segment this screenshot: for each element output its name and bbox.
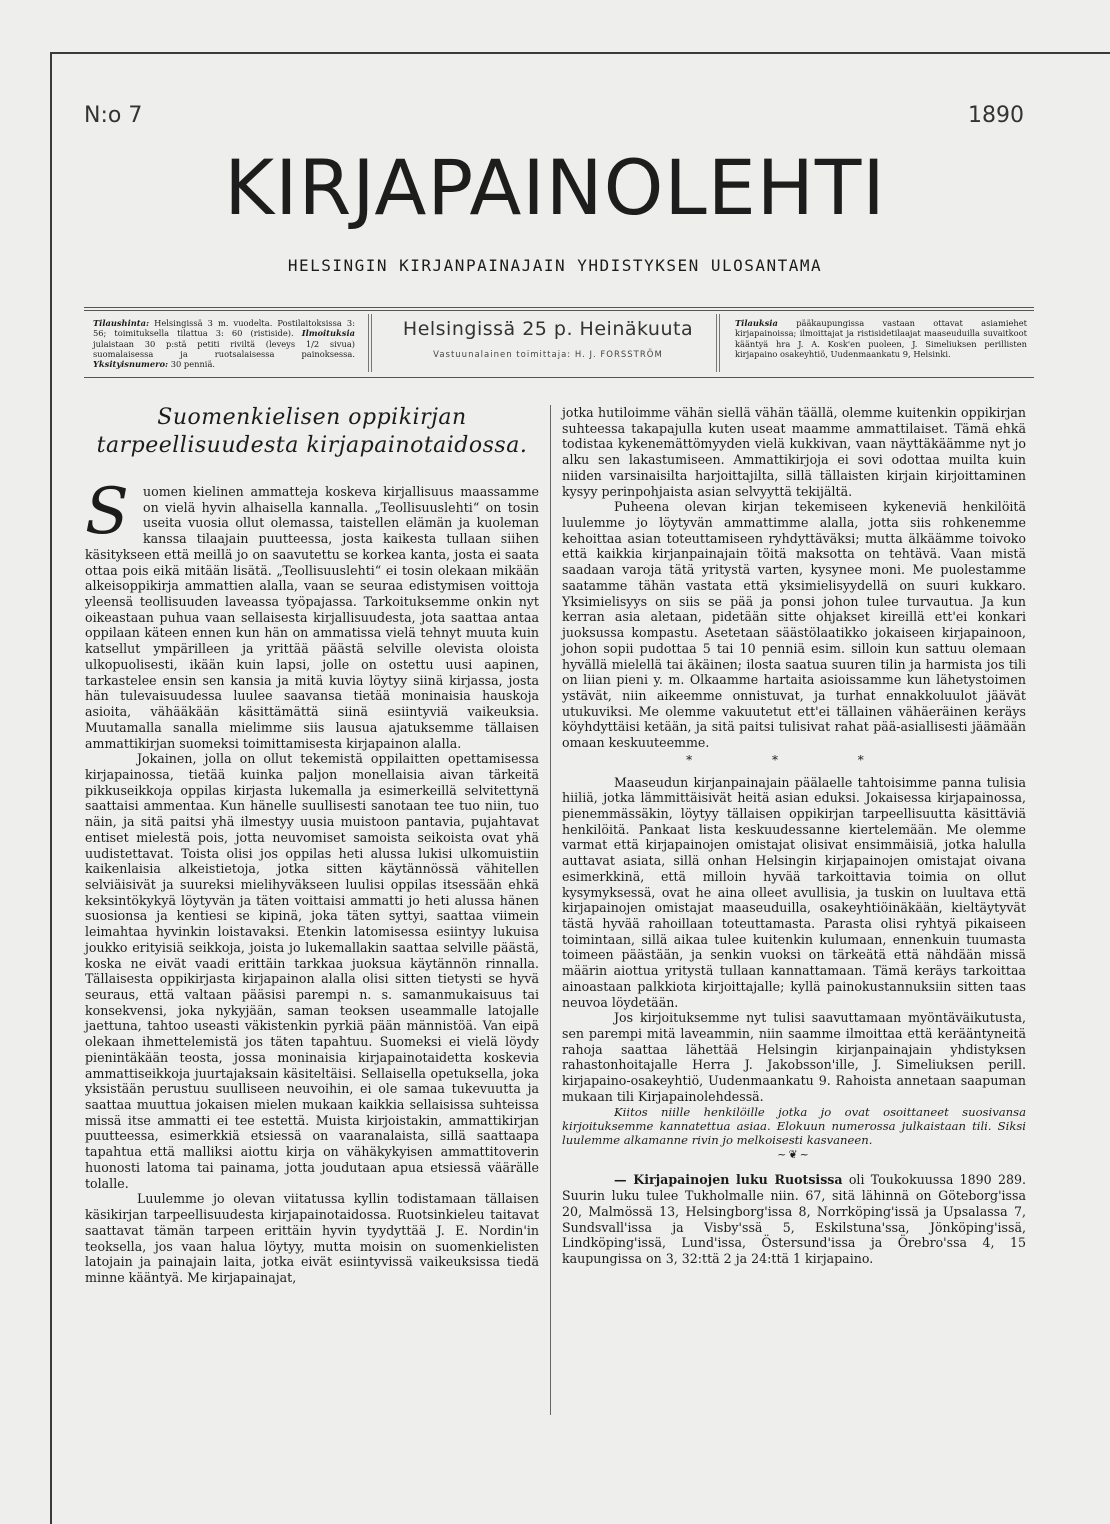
paragraph-7: Jos kirjoituksemme nyt tulisi saavuttamaan myöntäväikutusta, sen parempi mitä laveammin, niin saamme ilmoittaa että kerääntyneitä rahoja saattaa lähettää Helsingin kirjanpainajain yhdistyksen rahastonhoitajalle Herra J. Jakobsson'ille, J. Simeliuksen perill. kirjapaino-osakeyhtiö, Uudenmaankatu 9. Rahoista annetaan saapuman mukaan tili Kirjapainolehdessä. [562,1010,1026,1104]
orders-info [735,318,1027,359]
column-right [562,405,1026,1267]
section-asterisks: * * * [686,752,902,767]
info-divider-left [368,314,369,372]
masthead-subtitle: HELSINGIN KIRJANPAINAJAIN YHDISTYKSEN ULOSANTAMA [287,256,823,275]
drop-cap: S [85,475,129,549]
paragraph-5: Puheena olevan kirjan tekemiseen kykeneviä henkilöitä luulemme jo löytyvän ammattimme alalla, jotta siis rohkenemme kehoittaa asian toteuttamiseen ryhdyttäväksi; mutta älkäämme toivoko että kaikkia kirjanpainajain töitä maksotta on tehtävä. Vaan mistä saadaan varoja tätä yritystä varten, kysynee moni. Me puolestamme saatamme tähän vastata että yksimielisyydellä on suuri kukkaro. Yksimielisyys on siis se pää ja ponsi johon tulee turvautua. Ja kun kerran asia aletaan, pidetään sitte ohjakset kireillä ett'ei konkari juoksussa kompastu. Asetetaan säästölaatikko jokaiseen kirjapainoon, johon sopii pudottaa 5 tai 10 penniä esim. silloin kun sattuu olemaan hyvällä mielellä tai äkäinen; ilosta saatua suuren tilin ja harmista jos tili on liian pieni y. m. Olkaamme hartaita asioissamme kun lähetystoimen ystävät, niin aikeemme onnistuvat, ja turhat ennakkoluulot jäävät utukuviksi. Me olemme vakuutetut ett'ei tällainen vähäeräinen keräys köyhdyttäisi ketään, ja sitä paitsi tulisivat rahat pää-asiallisesti jäämään omaan keskuuteemme. [562,499,1026,751]
issue-year: 1890 [968,103,1024,128]
news-item [562,1172,1026,1266]
subscription-info [93,318,355,370]
issue-number: N:o 7 [84,103,143,128]
paragraph-3: Luulemme jo olevan viitatussa kyllin todistamaan tällaisen käsikirjan tarpeellisuudesta kirjapainotaidossa. Ruotsinkieleu taitavat saattavat tämän tarpeen erittäin hyvin tyydyttää J. E. Nordin'in teoksella, jos vaan halua löytyy, mutta moisin on suomenkielisten latojain ja painajain laita, jotka eivät esiintyvissä vaikeuksissa tiedä minne kääntyä. Me kirjapainajat, [85,1191,539,1285]
column-left [85,404,539,1286]
issue-date: Helsingissä 25 p. Heinäkuuta [402,318,694,340]
paragraph-4: jotka hutiloimme vähän siellä vähän täällä, olemme kuitenkin oppikirjan suhteessa takapajulla kuten useat maamme ammattilaiset. Tämä ehkä todistaa kykenemättömyyden vielä kukkivan, vaan näyttäkäämme nyt jo alku sen lakastumiseen. Ammattikirjoja ei sovi odottaa muilta kuin niiden varsinaisilta harjoittajilta, sillä tällaisten kirjain kirjoittaminen kysyy perinpohjaista asian selvyyttä tekijältä. [562,405,1026,499]
paragraph-1-text: uomen kielinen ammatteja koskeva kirjallisuus maassamme on vielä hyvin alhaisella kannalla. „Teollisuuslehti“ on tosin useita vuosia ollut olemassa, taistellen elämän ja kuoleman kanssa tilaajain puutteessa, josta kaikesta tullaan siihen käsitykseen että meillä jo on saavutettu se korkea kanta, josta ei saata ottaa pois eikä mitään lisätä. „Teollisuuslehti“ ei tosin olekaan mikään alkeisoppikirja ammattien alalla, vaan se seuraa edistymisen voittoja yleensä teollisuuden laveassa työpajassa. Tarkoituksemme onkin nyt oikeastaan puhua vaan sellaisesta kirjallisuudesta, jota saattaa antaa oppilaan käteen ennen kun hän on ammatissa vielä tehnyt muuta kuin katsellut ympärilleen ja yrittää päästä selville olevista oloista ulkopuolisesti, ikään kuin lapsi, jolle on ostettu uusi aapinen, tarkastelee ensin sen kansia ja mitä kuvia löytyy siinä kirjassa, josta hän tulevaisuudessa luulee saavansa tietää moninaisia hauskoja asioita, vähääkään käsittämättä siinä esiintyviä vaikeuksia. Muutamalla sanalla mielimme siis lausua ajatuksemme tällaisen ammattikirjan suomeksi toimittamisesta kirjapainon alalla. [85,484,539,751]
info-divider-right [716,314,717,372]
subscription-label: Tilaushinta: [93,318,150,328]
thanks-note: Kiitos niille henkilöille jotka jo ovat osoittaneet suosivansa kirjoituksemme kannatettua asiaa. Elokuun numerossa julkaistaan tili. Siksi luulemme alkamanne rivin jo melkoisesti kasvaneen. [562,1104,1026,1147]
paragraph-1 [85,475,539,751]
ads-label: Ilmoituksia [301,328,355,339]
subscription-text: Helsingissä 3 m. vuodelta. Postilaitoksissa 3: 56; toimituksella tilattua 3: 60 (ristiside). [93,318,355,339]
orders-text: pääkaupungissa vastaan ottavat asiamiehet kirjapainoissa; ilmoittajat ja ristisidetilaajat maaseuduilla suvaitkoot kääntyä hra J. A. Kosk'en puoleen, J. Simeliuksen perillisten kirjapaino osakeyhtiö, Uudenmaankatu 9, Helsinki. [735,318,1027,360]
date-editor-block [388,318,708,360]
paragraph-2: Jokainen, jolla on ollut tekemistä oppilaitten opettamisessa kirjapainossa, tietää kuinka paljon monellaisia aivan tärkeitä pikkuseikkoja oppilas kirjasta lukemalla ja esimerkeillä selvitettynä saattaisi ammentaa. Kun hänelle suullisesti sanotaan tee tuo niin, tuo näin, ja sitä paitsi yhä ilmestyy uusia muistoon pantavia, pujahtavat entiset mielestä pois, jotta neuvomiset samoista seikoista ovat yhä uudistettavat. Toista olisi jos oppilas heti alussa lukisi ulkomuistiin kaikenlaisia alkeistietoja, jotka sitten käytännössä vähitellen selviäisivät ja suureksi mielihyväkseen luulisi oppilas itsessään ehkä keksintökykyä löytyvän ja täten voittaisi ammatti jo heti alussa hänen suosionsa ja kentiesi se kipinä, joka täten syttyi, saattaa viimein leimahtaa hyvinkin loistavaksi. Etenkin latomisessa esiintyy lukuisa joukko erityisiä seikkoja, joista jo lukemallakin saattaa selville päästä, koska ne eivät vaadi erittäin tarkkaa juoksua käytännön rinnalla. Tällaisesta oppikirjasta kirjapainon alalla olisi sitten tietysti se hyvä seuraus, että valtaan pääsisi parempi n. s. samanmukaisuus tai konsekvensi, joka nykyjään, saman teoksen useammalle latojalle jaettuna, tahtoo useasti väkistenkin pyrkiä pään männistöä. Van eipä olekaan ihmettelemistä jos täten tapahtuu. Suomeksi ei vielä löydy pienintäkään teosta, jossa moninaisia kirjapainotaidetta koskevia ammattiseikkoja juurtajaksain käsiteltäisi. Sellaisella opetuksella, joka yksistään perustuu suulliseen neuvoihin, ei ole samaa tukevuutta ja saattaa muuttua jokaisen mielen mukaan kaikkia sellaisissa suhteissa missä itse ammatti ei tee estettä. Muista kirjoistakin, ammattikirjan puutteessa, esimerkkiä etsiessä on vaaranalaista, sillä saattaapa tapahtua että malliksi aiottu kirja on vähäkykyisen ammattitoverin huonosti latoma tai painama, jotta joudutaan apua etsiessä väärälle tolalle. [85,751,539,1191]
info-divider-left-2 [371,314,372,372]
orders-label: Tilauksia [735,318,778,328]
ads-text: julaistaan 30 p:stä petiti riviltä (leveys 1/2 sivua) suomalaisessa ja ruotsalaisessa painoksessa. [93,338,355,360]
masthead-title: KIRJAPAINOLEHTI [224,143,886,232]
paragraph-6: Maaseudun kirjanpainajain päälaelle tahtoisimme panna tulisia hiiliä, jotka lämmittäisivät heitä asian eduksi. Jokaisessa kirjapainossa, pienemmässäkin, löytyy tällaisen oppikirjan tarpeellisuutta käsittäviä henkilöitä. Pankaat lista keskuudessanne kiertelemään. Me olemme varmat että kirjapainojen omistajat olisivat ensimmäisiä, jotka halulla auttavat asiata, sillä onhan Helsingin kirjapainojen omistajat oivana esimerkkinä, että milloin hyvää tarkoittavia toimia on ollut kysymyksessä, ovat he aina olleet avullisia, ja tuskin on luultava että kirjapainojen omistajat maaseuduilla, osakeyhtiöinäkään, kieltäytyvät tästä hyvää rahoillaan toteuttamasta. Parasta olisi ryhtyä pikaiseen toimintaan, sillä aikaa tulee kuitenkin kulumaan, ennenkuin tuumasta toimeen päästään, ja senkin vuoksi on tärkeätä että nähdään missä määrin aiottua yritystä tullaan kannattamaan. Tämä keräys tarkoittaa ainoastaan palkkiota kirjoittajalle; kyllä painokustannuksiin sitten taas neuvoa löydetään. [562,774,1026,1010]
column-divider [550,405,551,1415]
single-issue-label: Yksityisnumero: [93,359,169,370]
news-text: oli Toukokuussa 1890 289. Suurin luku tulee Tukholmalle niin. 67, sitä lähinnä on Göteborg'issa 20, Malmössä 13, Helsingborg'issa 8, Norrköping'issä ja Upsalassa 7, Sundsvall'issa ja Visby'ssä 5, Eskilstuna'ssa, Jönköping'issä, Lindköping'issä, Lund'issa, Östersund'issa ja Örebro'ssa 4, 15 kaupungissa on 3, 32:ttä 2 ja 24:ttä 1 kirjapaino. [562,1172,1026,1266]
header-rule-top-2 [84,310,1034,311]
editor-line: Vastuunalainen toimittaja: H. J. FORSSTRÖM [433,350,663,360]
ornament-divider: ~❦~ [777,1147,811,1161]
header-rule-top [84,307,1034,308]
news-lead: — Kirjapainojen luku Ruotsissa [614,1172,843,1188]
info-divider-right-2 [719,314,720,372]
single-issue-text: 30 penniä. [170,359,216,370]
article-title: Suomenkielisen oppikirjan tarpeellisuudesta kirjapainotaidossa. [96,405,528,458]
header-rule-bottom [84,377,1034,378]
